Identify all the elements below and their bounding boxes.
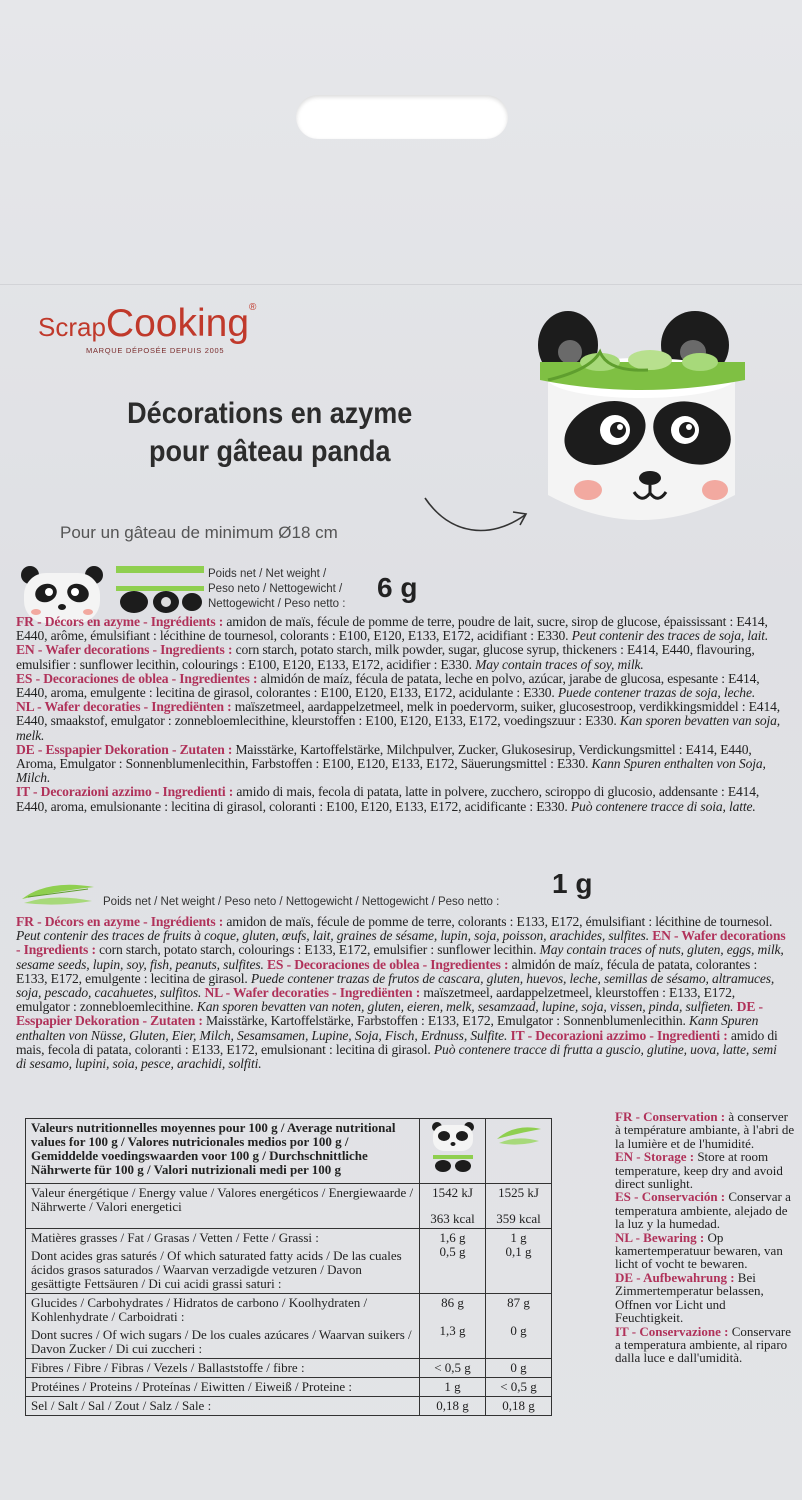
nutrition-label bbox=[26, 1294, 420, 1359]
panda-column-icon bbox=[420, 1119, 486, 1184]
ingredient-text: corn starch, potato starch, milk powder, sugar, glucose syrup, thickeners : E414, E440, flavouring, emulsifier : sunflower lecithin, colourings : E100, E120, E133, E172, acidifier : E330. bbox=[16, 642, 755, 672]
nutrition-row-carbs bbox=[26, 1294, 552, 1359]
nutrition-row-salt bbox=[26, 1397, 552, 1416]
ingredients-block-1 bbox=[16, 615, 786, 814]
weight2-value: 1 g bbox=[552, 868, 593, 899]
ingredient-heading: FR - Décors en azyme - Ingrédients : bbox=[16, 914, 224, 929]
salt-value-2: 0,18 g bbox=[486, 1397, 552, 1416]
ingredient-heading: NL - Wafer decoraties - Ingrediënten : bbox=[204, 985, 421, 1001]
conservation-item bbox=[615, 1150, 795, 1190]
ingredient-text: Maisstärke, Kartoffelstärke, Farbstoffen : E133, E172, Emulgator : Sonnenblumenlecithin. bbox=[202, 1013, 689, 1029]
conservation-text: Store at room temperature, keep dry and avoid direct sunlight. bbox=[615, 1149, 783, 1192]
logo-tagline: MARQUE DÉPOSÉE DEPUIS 2005 bbox=[86, 346, 225, 355]
ingredient-heading: EN - Wafer decorations - Ingredients : bbox=[16, 928, 786, 958]
carbs-value-2: 87 g bbox=[507, 1295, 530, 1310]
panda-parts-thumbnail-icon bbox=[116, 566, 204, 614]
allergen-note: Kann Spuren enthalten von Nüsse, Gluten, Eier, Milch, Sesamsamen, Lupine, Soja, Fisch, Erdnuss, Sulfite. bbox=[16, 1013, 759, 1043]
nutrition-value-leaves bbox=[486, 1184, 552, 1229]
nutrition-value-leaves bbox=[486, 1294, 552, 1359]
carbs-label: Glucides / Carbohydrates / Hidratos de carbono / Koolhydraten / Kohlenhydrate / Carboidrati : bbox=[31, 1295, 368, 1324]
nutrition-value-panda bbox=[420, 1184, 486, 1229]
ingredient-heading: EN - Wafer decorations - Ingredients : bbox=[16, 642, 233, 658]
logo-scrap: Scrap bbox=[38, 312, 106, 342]
allergen-note: Peut contenir des traces de soja, lait. bbox=[571, 628, 769, 644]
title-line-2: pour gâteau panda bbox=[148, 435, 391, 468]
weight1-label-line: Poids net / Net weight / bbox=[208, 568, 327, 580]
conservation-item bbox=[615, 1325, 795, 1365]
ingredient-paragraph bbox=[16, 671, 760, 700]
carbs-value-1: 86 g bbox=[441, 1295, 464, 1310]
leaves-column-icon bbox=[486, 1119, 552, 1184]
allergen-note: Può contenere tracce di frutta a guscio, glutine, uova, latte, semi di sesamo, lupini, soia, pesce, arachidi, solfiti. bbox=[16, 1041, 777, 1072]
saturated-label: Dont acides gras saturés / Of which saturated fatty acids / De las cuales ácidos grasos saturados / Waarvan verzadigde vetzuren / Davon gesättigte Fettsäuren / Di cui acidi grassi saturi : bbox=[31, 1248, 402, 1291]
protein-value-2: < 0,5 g bbox=[486, 1378, 552, 1397]
ingredient-text: amidon de maïs, fécule de pomme de terre, colorants : E133, E172, émulsifiant : lécithine de tournesol. bbox=[223, 914, 773, 929]
conservation-heading: DE - Aufbewahrung : bbox=[615, 1269, 735, 1285]
ingredient-heading: DE - Esspapier Dekoration - Zutaten : bbox=[16, 741, 233, 757]
allergen-note: Kan sporen bevatten van noten, gluten, eieren, melk, sesamzaad, lupine, soja, vissen, pinda, sulfieten. bbox=[196, 999, 737, 1015]
title-line-1: Décorations en azyme bbox=[127, 397, 413, 430]
allergen-note: Puede contener trazas de frutos de cascara, gluten, huevos, leche, semillas de sésamo, altramuces, soja, pescado, cacahuetes, sulfitos. bbox=[16, 970, 775, 1001]
ingredient-heading: IT - Decorazioni azzimo - Ingredienti : bbox=[16, 784, 234, 800]
weight2-label: Poids net / Net weight / Peso neto / Nettogewicht / Nettogewicht / Peso netto : bbox=[103, 896, 500, 908]
nutrition-label: Fibres / Fibre / Fibras / Vezels / Ballaststoffe / fibre : bbox=[26, 1359, 420, 1378]
nutrition-row-fat bbox=[26, 1229, 552, 1294]
ingredient-heading: NL - Wafer decoraties - Ingrediënten : bbox=[16, 699, 232, 715]
conservation-heading: FR - Conservation : bbox=[615, 1109, 726, 1124]
ingredient-text: amidon de maïs, fécule de pomme de terre, poudre de lait, sucre, sirop de glucose, épaississant : E414, E440, arôme, émulsifiant : lécithine de tournesol, colorants : E100, E120, E133, E172, acidifiant : E330. bbox=[16, 614, 768, 644]
conservation-heading: IT - Conservazione : bbox=[615, 1323, 729, 1339]
fibre-value-2: 0 g bbox=[486, 1359, 552, 1378]
ingredient-text: maïszetmeel, aardappelzetmeel, kleurstoffen : E133, E172, emulgator : zonnebloemlecithine. bbox=[16, 985, 735, 1015]
fibre-value-1: < 0,5 g bbox=[420, 1359, 486, 1378]
ingredient-paragraph bbox=[16, 699, 780, 742]
panda-cake-icon bbox=[530, 300, 770, 555]
ingredient-paragraph bbox=[16, 614, 768, 643]
sugars-value-2: 0 g bbox=[510, 1323, 527, 1338]
protein-value-1: 1 g bbox=[420, 1378, 486, 1397]
conservation-item bbox=[615, 1231, 795, 1271]
ingredient-heading: DE - Esspapier Dekoration - Zutaten : bbox=[16, 999, 763, 1029]
ingredient-text: maïszetmeel, aardappelzetmeel, melk in poedervorm, suiker, glucosestroop, verdikkingsmiddel : E414, E440, smaakstof, emulgator : zonnebloemlecithine, kleurstoffen : E100, E120, E133, E172, voedingszuur : E330. bbox=[16, 699, 780, 729]
product-subtitle: Pour un gâteau de minimum Ø18 cm bbox=[60, 523, 338, 542]
ingredient-text: almidón de maíz, fécula de patata, leche en polvo, azúcar, jarabe de glucosa, espesante : E414, E440, aroma, emulgente : lecitina de girasol, colorantes : E100, E120, E133, E172, acidulante : E330. bbox=[16, 670, 760, 701]
nutrition-header-row bbox=[26, 1119, 552, 1184]
ingredient-text: corn starch, potato starch, colourings : E133, E172, emulsifier : sunflower lecithin. bbox=[95, 942, 540, 958]
weight1-value: 6 g bbox=[377, 572, 418, 603]
nutrition-label bbox=[26, 1229, 420, 1294]
weight1-label bbox=[208, 567, 345, 612]
logo-cooking: Cooking bbox=[105, 302, 250, 345]
allergen-note: May contain traces of soy, milk. bbox=[475, 656, 644, 672]
conservation-text: Conservare a temperatura ambiente, al riparo dalla luce e dall'umidità. bbox=[615, 1323, 791, 1366]
ingredient-text: almidón de maíz, fécula de patata, colorantes : E133, E172, emulgente : lecitina de girasol. bbox=[16, 956, 758, 986]
ingredients-block-2 bbox=[16, 915, 788, 1071]
fat-value-1: 1,6 g bbox=[439, 1230, 466, 1245]
allergen-note: Può contenere tracce di soia, latte. bbox=[570, 798, 756, 814]
energy-kj-1: 1542 kJ bbox=[432, 1185, 473, 1200]
fat-value-2: 1 g bbox=[510, 1230, 527, 1245]
conservation-heading: ES - Conservación : bbox=[615, 1189, 726, 1205]
arrow-icon bbox=[420, 480, 540, 550]
allergen-note: Peut contenir des traces de fruits à coque, gluten, œufs, lait, graines de sésame, lupin, soja, poisson, arachides, sulfites. bbox=[16, 928, 653, 944]
nutrition-label: Sel / Salt / Sal / Zout / Salz / Sale : bbox=[26, 1397, 420, 1416]
nutrition-header: Valeurs nutritionnelles moyennes pour 100 g / Average nutritional values for 100 g / Valores nutricionales medios por 100 g / Gemiddelde voedingswaarden voor 100 g / Durchschnittliche Nährwerte für 100 g / Valori nutrizionali medi per 100 g bbox=[26, 1119, 420, 1184]
energy-kcal-2: 359 kcal bbox=[496, 1211, 541, 1226]
allergen-note: Kann Spuren enthalten von Soja, Milch. bbox=[16, 756, 766, 786]
conservation-heading: EN - Storage : bbox=[615, 1149, 695, 1165]
conservation-item bbox=[615, 1271, 795, 1325]
nutrition-table bbox=[25, 1118, 552, 1416]
conservation-block bbox=[615, 1110, 795, 1365]
ingredient-paragraph bbox=[16, 784, 759, 813]
conservation-text: à conserver à température ambiante, à l'abri de la lumière et de l'humidité. bbox=[615, 1109, 795, 1151]
conservation-text: Op kamertemperatuur bewaren, van licht of vocht te bewaren. bbox=[615, 1229, 783, 1272]
nutrition-value-panda bbox=[420, 1229, 486, 1294]
conservation-text: Bei Zimmertemperatur belassen, Offnen vor Licht und Feuchtigkeit. bbox=[615, 1269, 764, 1326]
ingredient-text: Maisstärke, Kartoffelstärke, Milchpulver, Zucker, Glukosesirup, Verdickungsmittel : E414, E440, Aroma, Emulgator : Sonnenblumenlecithin, Farbstoffen : E100, E120, E133, E172, Säuerungsmittel : E330. bbox=[16, 741, 752, 772]
ingredient-heading: ES - Decoraciones de oblea - Ingredientes : bbox=[16, 670, 258, 686]
saturated-value-2: 0,1 g bbox=[505, 1244, 532, 1259]
salt-value-1: 0,18 g bbox=[420, 1397, 486, 1416]
ingredient-heading: ES - Decoraciones de oblea - Ingredientes : bbox=[267, 956, 509, 972]
conservation-item bbox=[615, 1190, 795, 1230]
hang-hole bbox=[296, 95, 508, 139]
fat-label: Matières grasses / Fat / Grasas / Vetten / Fette / Grassi : bbox=[31, 1230, 319, 1245]
ingredient-paragraph bbox=[16, 642, 755, 671]
nutrition-value-panda bbox=[420, 1294, 486, 1359]
fold-line bbox=[0, 284, 802, 285]
ingredient-heading: IT - Decorazioni azzimo - Ingredienti : bbox=[510, 1027, 728, 1043]
weight1-label-line: Peso neto / Nettogewicht / bbox=[208, 583, 343, 595]
nutrition-row-fibre bbox=[26, 1359, 552, 1378]
energy-kj-2: 1525 kJ bbox=[498, 1185, 539, 1200]
allergen-note: May contain traces of nuts, gluten, eggs, milk, sesame seeds, lupin, soy, fish, peanuts, sulfites. bbox=[16, 942, 784, 972]
saturated-value-1: 0,5 g bbox=[439, 1244, 466, 1259]
ingredient-paragraph bbox=[16, 742, 766, 785]
nutrition-value-leaves bbox=[486, 1229, 552, 1294]
leaves-thumbnail-icon bbox=[18, 877, 98, 913]
nutrition-row-energy bbox=[26, 1184, 552, 1229]
conservation-text: Conservar a temperatura ambiente, alejado de la luz y la humedad. bbox=[615, 1189, 791, 1232]
conservation-item bbox=[615, 1110, 795, 1150]
nutrition-label: Valeur énergétique / Energy value / Valores energéticos / Energiewaarde / Nährwerte / Valori energetici bbox=[26, 1184, 420, 1229]
ingredient-heading: FR - Décors en azyme - Ingrédients : bbox=[16, 614, 224, 629]
sugars-value-1: 1,3 g bbox=[439, 1323, 466, 1338]
energy-kcal-1: 363 kcal bbox=[430, 1211, 475, 1226]
nutrition-label: Protéines / Proteins / Proteínas / Eiwitten / Eiweiß / Proteine : bbox=[26, 1378, 420, 1397]
brand-logo bbox=[38, 302, 257, 355]
allergen-note: Kan sporen bevatten van soja, melk. bbox=[16, 713, 781, 743]
product-title bbox=[92, 395, 448, 471]
conservation-heading: NL - Bewaring : bbox=[615, 1229, 705, 1245]
ingredient-text: amido di mais, fecola di patata, latte in polvere, zucchero, sciroppo di glucosio, addensante : E414, E440, aroma, emulsionante : lecitina di girasol, coloranti : E100, E120, E133, E172, acidificante : E330. bbox=[16, 784, 760, 814]
sugars-label: Dont sucres / Of wich sugars / De los cuales azúcares / Waarvan suikers / Davon Zucker / Di cui zuccheri : bbox=[31, 1327, 412, 1356]
allergen-note: Puede contener trazas de soja, leche. bbox=[557, 685, 756, 701]
registered-mark: ® bbox=[249, 302, 257, 313]
nutrition-row-protein bbox=[26, 1378, 552, 1397]
weight1-label-line: Nettogewicht / Peso netto : bbox=[208, 598, 346, 610]
ingredient-text: amido di mais, fecola di patata, coloranti : E133, E172, emulsionant : lecitina di girasol. bbox=[16, 1027, 778, 1057]
